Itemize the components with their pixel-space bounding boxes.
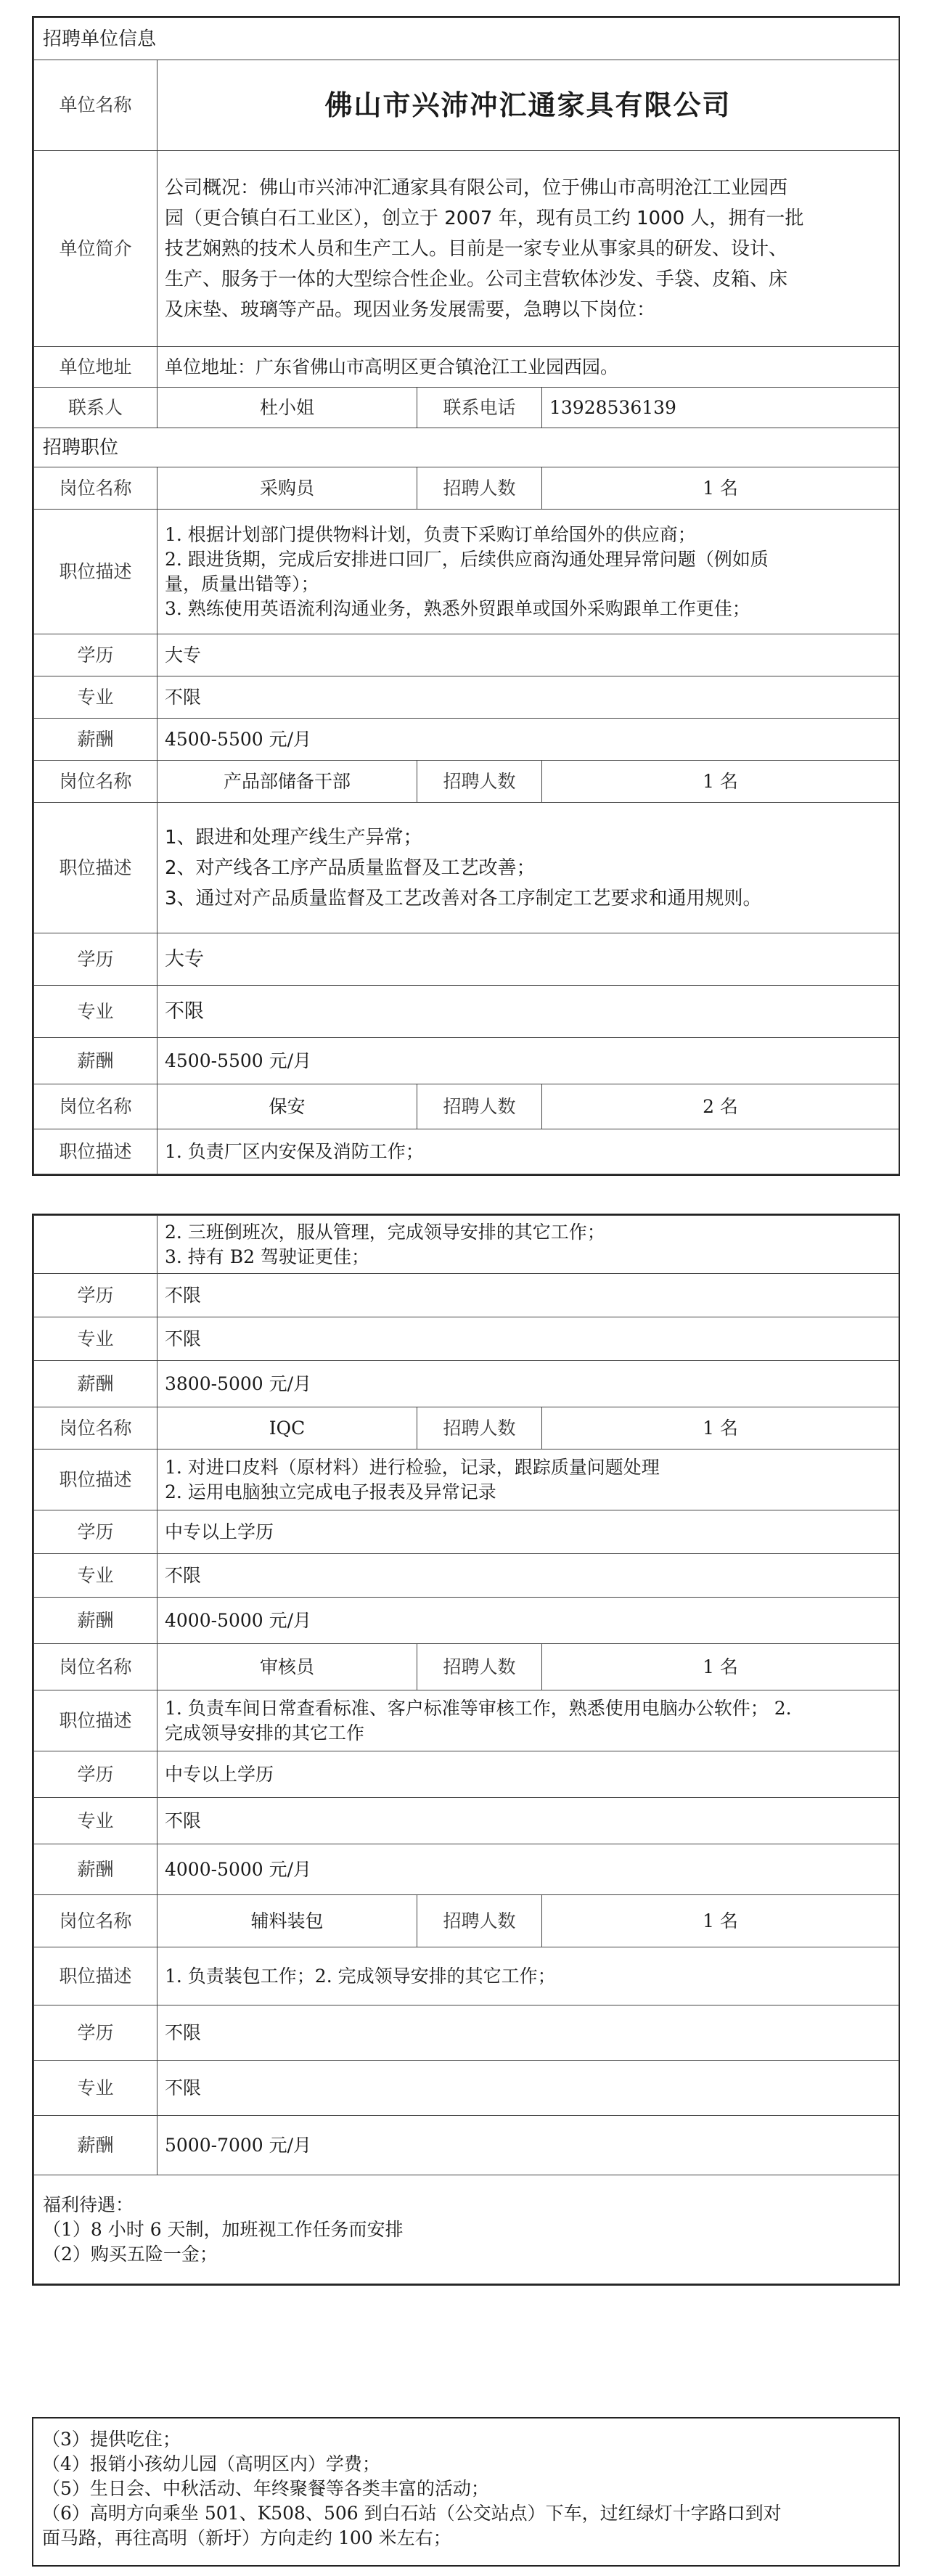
- salary-value: 5000-7000 元/月: [157, 2116, 899, 2175]
- salary-value: 3800-5000 元/月: [157, 1361, 899, 1407]
- unit-address: 单位地址：广东省佛山市高明区更合镇沧江工业园西园。: [157, 347, 899, 388]
- position-name: 产品部储备干部: [157, 761, 417, 803]
- major-label: 专业: [34, 1798, 157, 1844]
- company-name: 佛山市兴沛冲汇通家具有限公司: [157, 60, 899, 151]
- salary-value: 4000-5000 元/月: [157, 1598, 899, 1644]
- major-value: 不限: [157, 1798, 899, 1844]
- position-name: 审核员: [157, 1644, 417, 1690]
- headcount-label: 招聘人数: [417, 1644, 542, 1690]
- major-value: 不限: [157, 1554, 899, 1598]
- intro-line: 生产、服务于一体的大型综合性企业。公司主营软体沙发、手袋、皮箱、床: [165, 268, 788, 290]
- desc-label: 职位描述: [34, 1947, 157, 2005]
- benefits-title: 福利待遇：: [43, 2193, 134, 2215]
- job-row: [34, 467, 899, 510]
- major-label: 专业: [34, 2061, 157, 2116]
- desc-label: 职位描述: [34, 1449, 157, 1510]
- edu-value: 中专以上学历: [157, 1751, 899, 1798]
- edu-value: 大专: [157, 933, 899, 986]
- salary-value: 4000-5000 元/月: [157, 1844, 899, 1895]
- headcount-value: 1 名: [542, 761, 899, 803]
- major-label: 专业: [34, 1317, 157, 1361]
- major-value: 不限: [157, 2061, 899, 2116]
- headcount-value: 1 名: [542, 1895, 899, 1947]
- major-label: 专业: [34, 1554, 157, 1598]
- position-name: IQC: [157, 1407, 417, 1449]
- headcount-label: 招聘人数: [417, 1084, 542, 1129]
- salary-label: 薪酬: [34, 1361, 157, 1407]
- phone-value: 13928536139: [542, 388, 899, 428]
- major-value: 不限: [157, 1317, 899, 1361]
- position-label: 岗位名称: [34, 467, 157, 510]
- desc-label: 职位描述: [34, 803, 157, 933]
- job-description-continued: [157, 1216, 899, 1274]
- job-description: 1. 负责装包工作；2. 完成领导安排的其它工作；: [157, 1947, 899, 2005]
- edu-value: 大专: [157, 634, 899, 676]
- phone-label: 联系电话: [417, 388, 542, 428]
- benefit-item: （6）高明方向乘坐 501、K508、506 到白石站（公交站点）下车，过红绿灯十字路口到对: [42, 2503, 782, 2524]
- recruitment-table-page-1: [33, 17, 899, 1174]
- page-1: [32, 16, 900, 1176]
- desc-line: 量，质量出错等）；: [165, 573, 319, 594]
- position-name: 辅料装包: [157, 1895, 417, 1947]
- desc-label: 职位描述: [34, 1129, 157, 1174]
- headcount-label: 招聘人数: [417, 761, 542, 803]
- major-label: 专业: [34, 676, 157, 719]
- position-name: 保安: [157, 1084, 417, 1129]
- edu-label: 学历: [34, 634, 157, 676]
- headcount-label: 招聘人数: [417, 1407, 542, 1449]
- edu-label: 学历: [34, 2005, 157, 2061]
- position-label: 岗位名称: [34, 761, 157, 803]
- salary-value: 4500-5500 元/月: [157, 1038, 899, 1084]
- major-value: 不限: [157, 676, 899, 719]
- desc-line: 1. 根据计划部门提供物料计划，负责下采购订单给国外的供应商；: [165, 523, 696, 545]
- benefits-section: [34, 2175, 899, 2284]
- position-label: 岗位名称: [34, 1644, 157, 1690]
- desc-line: 2. 运用电脑独立完成电子报表及异常记录: [165, 1481, 496, 1502]
- desc-line: 2. 跟进货期，完成后安排进口回厂，后续供应商沟通处理异常问题（例如质: [165, 548, 769, 570]
- edu-label: 学历: [34, 1510, 157, 1554]
- job-description: [157, 510, 899, 634]
- position-name: 采购员: [157, 467, 417, 510]
- desc-line: 1、跟进和处理产线生产异常；: [165, 826, 422, 849]
- unit-info-header: 招聘单位信息: [34, 18, 899, 60]
- job-description: [157, 1449, 899, 1510]
- benefit-item: （1）8 小时 6 天制，加班视工作任务而安排: [43, 2218, 404, 2240]
- contact-label: 联系人: [34, 388, 157, 428]
- salary-label: 薪酬: [34, 1598, 157, 1644]
- intro-line: 公司概况：佛山市兴沛冲汇通家具有限公司，位于佛山市高明沧江工业园西: [165, 176, 788, 199]
- benefit-item: （5）生日会、中秋活动、年终聚餐等各类丰富的活动；: [42, 2478, 489, 2499]
- edu-label: 学历: [34, 1751, 157, 1798]
- desc-line: 3. 持有 B2 驾驶证更佳；: [165, 1246, 369, 1267]
- unit-address-label: 单位地址: [34, 347, 157, 388]
- benefit-item: （3）提供吃住；: [42, 2429, 181, 2450]
- unit-name-label: 单位名称: [34, 60, 157, 151]
- desc-line: 3. 熟练使用英语流利沟通业务，熟悉外贸跟单或国外采购跟单工作更佳；: [165, 597, 750, 619]
- headcount-value: 2 名: [542, 1084, 899, 1129]
- recruitment-table-page-2: [33, 1215, 899, 2284]
- intro-line: 园（更合镇白石工业区），创立于 2007 年，现有员工约 1000 人，拥有一批: [165, 207, 804, 229]
- page-2: [32, 1214, 900, 2286]
- salary-label: 薪酬: [34, 719, 157, 761]
- edu-label: 学历: [34, 1274, 157, 1317]
- benefit-item: （2）购买五险一金；: [43, 2243, 218, 2265]
- desc-line: 1. 对进口皮料（原材料）进行检验，记录，跟踪质量问题处理: [165, 1456, 660, 1478]
- headcount-value: 1 名: [542, 1407, 899, 1449]
- jobs-header: 招聘职位: [34, 428, 899, 467]
- job-description: [157, 803, 899, 933]
- desc-label: 职位描述: [34, 1690, 157, 1751]
- edu-value: 不限: [157, 1274, 899, 1317]
- position-label: 岗位名称: [34, 1084, 157, 1129]
- major-value: 不限: [157, 986, 899, 1038]
- headcount-value: 1 名: [542, 1644, 899, 1690]
- intro-line: 技艺娴熟的技术人员和生产工人。目前是一家专业从事家具的研发、设计、: [165, 237, 788, 260]
- benefit-item: （4）报销小孩幼儿园（高明区内）学费；: [42, 2453, 380, 2474]
- salary-label: 薪酬: [34, 1038, 157, 1084]
- major-label: 专业: [34, 986, 157, 1038]
- intro-line: 及床垫、玻璃等产品。现因业务发展需要，急聘以下岗位：: [165, 298, 656, 321]
- salary-label: 薪酬: [34, 2116, 157, 2175]
- headcount-label: 招聘人数: [417, 1895, 542, 1947]
- desc-line: 完成领导安排的其它工作: [165, 1722, 365, 1743]
- salary-value: 4500-5500 元/月: [157, 719, 899, 761]
- desc-label-continued: [34, 1216, 157, 1274]
- desc-line: 3、通过对产品质量监督及工艺改善对各工序制定工艺要求和通用规则。: [165, 887, 762, 909]
- edu-value: 中专以上学历: [157, 1510, 899, 1554]
- position-label: 岗位名称: [34, 1407, 157, 1449]
- page-3: [32, 2417, 900, 2567]
- job-description: 1. 负责厂区内安保及消防工作；: [157, 1129, 899, 1174]
- headcount-value: 1 名: [542, 467, 899, 510]
- position-label: 岗位名称: [34, 1895, 157, 1947]
- desc-line: 2. 三班倒班次，服从管理，完成领导安排的其它工作；: [165, 1221, 605, 1243]
- benefits-continued: [33, 2418, 899, 2556]
- headcount-label: 招聘人数: [417, 467, 542, 510]
- desc-label: 职位描述: [34, 510, 157, 634]
- job-description: [157, 1690, 899, 1751]
- unit-intro: [157, 151, 899, 347]
- desc-line: 1. 负责车间日常查看标准、客户标准等审核工作，熟悉使用电脑办公软件； 2.: [165, 1697, 792, 1719]
- benefit-item: 面马路，再往高明（新圩）方向走约 100 米左右；: [42, 2527, 451, 2548]
- contact-value: 杜小姐: [157, 388, 417, 428]
- edu-label: 学历: [34, 933, 157, 986]
- unit-intro-label: 单位简介: [34, 151, 157, 347]
- salary-label: 薪酬: [34, 1844, 157, 1895]
- edu-value: 不限: [157, 2005, 899, 2061]
- desc-line: 2、对产线各工序产品质量监督及工艺改善；: [165, 856, 536, 879]
